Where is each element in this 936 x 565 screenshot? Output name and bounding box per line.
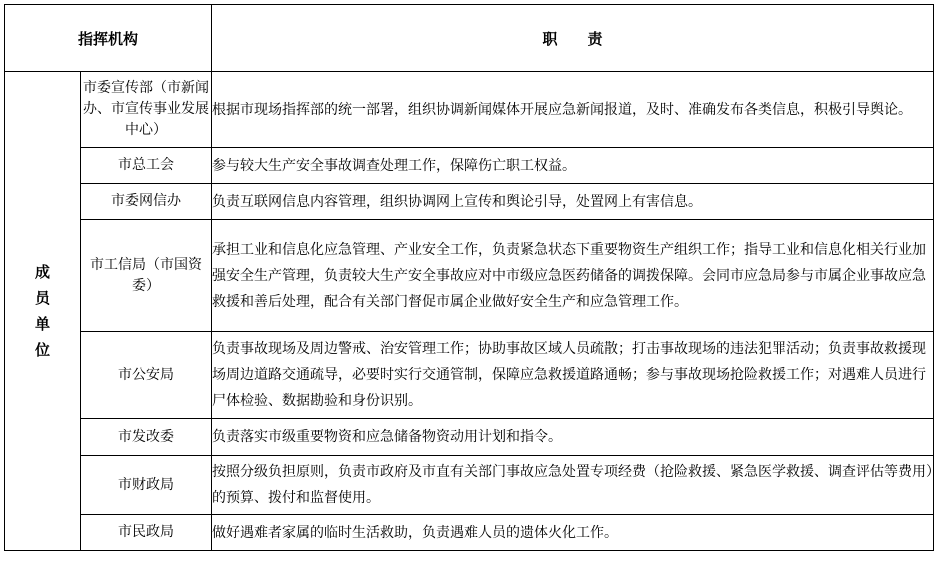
duty-cell: 负责落实市级重要物资和应急储备物资动用计划和指令。	[212, 419, 934, 456]
table-row	[5, 72, 934, 148]
table-row	[5, 220, 934, 332]
unit-cell: 市民政局	[81, 515, 212, 551]
unit-cell: 市委宣传部（市新闻办、市宣传事业发展中心）	[81, 72, 212, 148]
header-duty-cell: 职 责	[212, 5, 934, 72]
table-row	[5, 184, 934, 220]
duty-cell: 做好遇难者家属的临时生活救助，负责遇难人员的遗体火化工作。	[212, 515, 934, 551]
duty-cell: 按照分级负担原则，负责市政府及市直有关部门事故应急处置专项经费（抢险救援、紧急医学救援、调查评估等费用）的预算、拨付和监督使用。	[212, 456, 934, 515]
header-row	[5, 5, 934, 72]
table-row	[5, 419, 934, 456]
duty-cell: 负责互联网信息内容管理，组织协调网上宣传和舆论引导，处置网上有害信息。	[212, 184, 934, 220]
header-org-cell: 指挥机构	[5, 5, 212, 72]
member-units-label: 成员单位	[34, 263, 50, 359]
duty-table	[4, 4, 934, 551]
table-row	[5, 148, 934, 184]
duty-cell: 承担工业和信息化应急管理、产业安全工作，负责紧急状态下重要物资生产组织工作；指导工业和信息化相关行业加强安全生产管理，负责较大生产安全事故应对中市级应急医药储备的调拨保障。会同市应急局参与市属企业事故应急救援和善后处理，配合有关部门督促市属企业做好安全生产和应急管理工作。	[212, 220, 934, 332]
unit-cell: 市工信局（市国资委）	[81, 220, 212, 332]
table-row	[5, 456, 934, 515]
duty-cell: 负责事故现场及周边警戒、治安管理工作；协助事故区域人员疏散；打击事故现场的违法犯罪活动；负责事故救援现场周边道路交通疏导，必要时实行交通管制，保障应急救援道路通畅；参与事故现场抢险救援工作；对遇难人员进行尸体检验、数据勘验和身份识别。	[212, 332, 934, 419]
table-row	[5, 332, 934, 419]
unit-cell: 市委网信办	[81, 184, 212, 220]
unit-cell: 市公安局	[81, 332, 212, 419]
member-units-group-cell	[5, 72, 81, 551]
unit-cell: 市财政局	[81, 456, 212, 515]
duty-cell: 根据市现场指挥部的统一部署，组织协调新闻媒体开展应急新闻报道，及时、准确发布各类信息，积极引导舆论。	[212, 72, 934, 148]
unit-cell: 市总工会	[81, 148, 212, 184]
duty-cell: 参与较大生产安全事故调查处理工作，保障伤亡职工权益。	[212, 148, 934, 184]
unit-cell: 市发改委	[81, 419, 212, 456]
table-row	[5, 515, 934, 551]
